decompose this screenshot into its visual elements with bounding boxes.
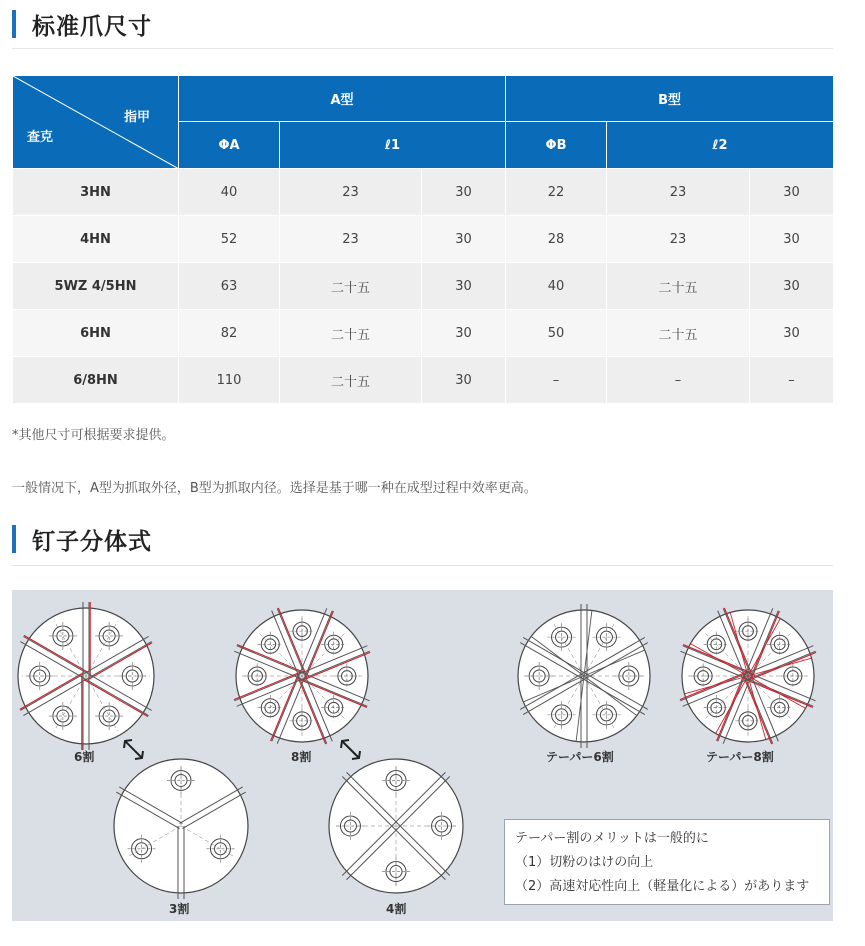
row-chuck: 3HN <box>13 169 179 216</box>
cell: 22 <box>506 169 607 216</box>
cell: 23 <box>607 169 750 216</box>
cell: 30 <box>422 216 506 263</box>
merit-line-intro: テーパー割のメリットは一般的に <box>515 831 709 846</box>
type-explanation-text: 一般情况下，A型为抓取外径，B型为抓取内径。选择是基于哪一种在成型过程中效率更高。 <box>12 481 537 496</box>
merit-line-1: （1）切粉のはけの向上 <box>515 855 654 870</box>
table-row <box>13 357 834 404</box>
caption-taper-6-split: テーパー6割 <box>546 750 614 764</box>
caption-8-split: 8割 <box>291 750 312 764</box>
cell: 40 <box>179 169 280 216</box>
cell: 23 <box>607 216 750 263</box>
section-title: 钉子分体式 <box>32 528 152 555</box>
caption-4-split: 4割 <box>386 902 407 916</box>
cell: 30 <box>750 169 834 216</box>
cell: 52 <box>179 216 280 263</box>
caption-6-split: 6割 <box>74 750 95 764</box>
header-group-b: B型 <box>506 76 834 122</box>
section-heading-standard-jaw <box>12 6 152 42</box>
heading-divider <box>12 565 833 566</box>
row-chuck: 6HN <box>13 310 179 357</box>
caption-3-split: 3割 <box>169 902 190 916</box>
cell: 30 <box>422 310 506 357</box>
table-row <box>13 263 834 310</box>
cell: 二十五 <box>280 263 422 310</box>
cell: 30 <box>750 216 834 263</box>
caption-taper-8-split: テーパー8割 <box>706 750 774 764</box>
header-group-a: A型 <box>179 76 506 122</box>
corner-diagonal-line <box>13 76 179 169</box>
header-phi-b: ΦB <box>506 122 607 169</box>
corner-header-cell <box>13 76 179 169</box>
cell: – <box>506 357 607 404</box>
cell: 30 <box>422 263 506 310</box>
section-title: 标准爪尺寸 <box>32 13 152 40</box>
header-l1: ℓ1 <box>280 122 506 169</box>
cell: 23 <box>280 216 422 263</box>
table-row <box>13 216 834 263</box>
corner-label-chuck: 查克 <box>27 130 54 145</box>
cell: 40 <box>506 263 607 310</box>
jaw-size-table <box>12 75 834 404</box>
taper-merit-box <box>504 819 830 905</box>
cell: 30 <box>750 310 834 357</box>
cell: 二十五 <box>280 310 422 357</box>
cell: 30 <box>750 263 834 310</box>
swap-arrow-shaft <box>125 741 142 758</box>
cell: 110 <box>179 357 280 404</box>
heading-divider <box>12 48 833 49</box>
footnote-custom-sizes: *其他尺寸可根据要求提供。 <box>12 428 175 443</box>
cell: – <box>607 357 750 404</box>
header-l2: ℓ2 <box>607 122 834 169</box>
table-row <box>13 310 834 357</box>
row-chuck: 6/8HN <box>13 357 179 404</box>
swap-arrow-shaft <box>342 741 359 758</box>
section-heading-split-type <box>12 521 152 557</box>
row-chuck: 4HN <box>13 216 179 263</box>
cell: – <box>750 357 834 404</box>
table-row <box>13 169 834 216</box>
cell: 30 <box>422 357 506 404</box>
corner-label-jaw: 指甲 <box>123 110 150 125</box>
cell: 82 <box>179 310 280 357</box>
cell: 23 <box>280 169 422 216</box>
merit-line-2: （2）高速対応性向上（軽量化による）があります <box>515 879 810 894</box>
cell: 二十五 <box>280 357 422 404</box>
cell: 二十五 <box>607 263 750 310</box>
split-jaw-figure <box>12 590 833 921</box>
cell: 28 <box>506 216 607 263</box>
row-chuck: 5WZ 4/5HN <box>13 263 179 310</box>
cell: 二十五 <box>607 310 750 357</box>
heading-accent-bar <box>12 10 16 38</box>
cell: 63 <box>179 263 280 310</box>
heading-accent-bar <box>12 525 16 553</box>
cell: 50 <box>506 310 607 357</box>
cell: 30 <box>422 169 506 216</box>
header-phi-a: ΦA <box>179 122 280 169</box>
